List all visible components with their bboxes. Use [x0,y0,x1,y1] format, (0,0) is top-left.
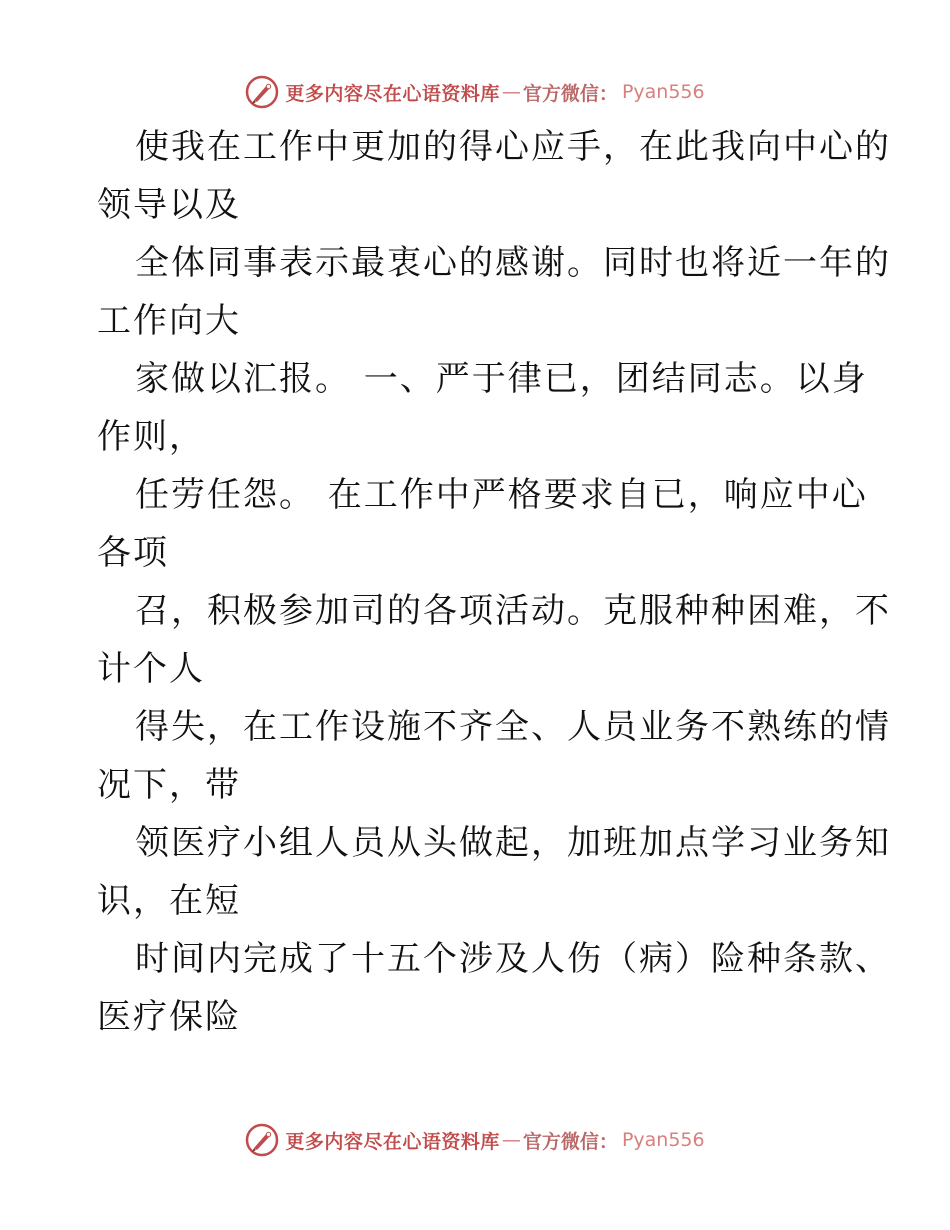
body-line: 各项 [97,533,169,573]
pen-logo-icon [245,1123,279,1157]
watermark-text: 更多内容尽在心语资料库 [285,1130,500,1153]
body-line: 识，在短 [97,881,241,921]
body-line: 工作向大 [97,301,241,341]
body-line: 作则， [97,417,205,457]
watermark-label: 官方微信： [522,1130,618,1153]
body-line: 使我在工作中更加的得心应手，在此我向中心的 [135,127,891,167]
header-watermark [0,72,950,112]
watermark-label: 官方微信： [522,82,618,105]
body-line: 全体同事表示最衷心的感谢。同时也将近一年的 [135,243,891,283]
watermark-id: Pyan556 [621,1129,705,1151]
body-line: 召，积极参加司的各项活动。克服种种困难，不 [135,591,891,631]
body-line: 家做以汇报。 一、严于律已，团结同志。以身 [135,359,868,399]
watermark-text: 更多内容尽在心语资料库 [285,82,500,105]
body-line: 时间内完成了十五个涉及人伤（病）险种条款、 [135,939,891,979]
body-line: 领导以及 [97,185,241,225]
pen-logo-icon [245,75,279,109]
watermark-separator: — [501,1129,521,1151]
body-line: 得失，在工作设施不齐全、人员业务不熟练的情 [135,707,891,747]
body-line: 况下，带 [97,765,241,805]
watermark-id: Pyan556 [621,81,705,103]
document-body [97,118,891,1046]
body-line: 领医疗小组人员从头做起，加班加点学习业务知 [135,823,891,863]
watermark-separator: — [501,81,521,103]
body-line: 计个人 [97,649,205,689]
body-line: 医疗保险 [97,997,241,1037]
footer-watermark [0,1120,950,1160]
body-line: 任劳任怨。 在工作中严格要求自已，响应中心 [135,475,868,515]
